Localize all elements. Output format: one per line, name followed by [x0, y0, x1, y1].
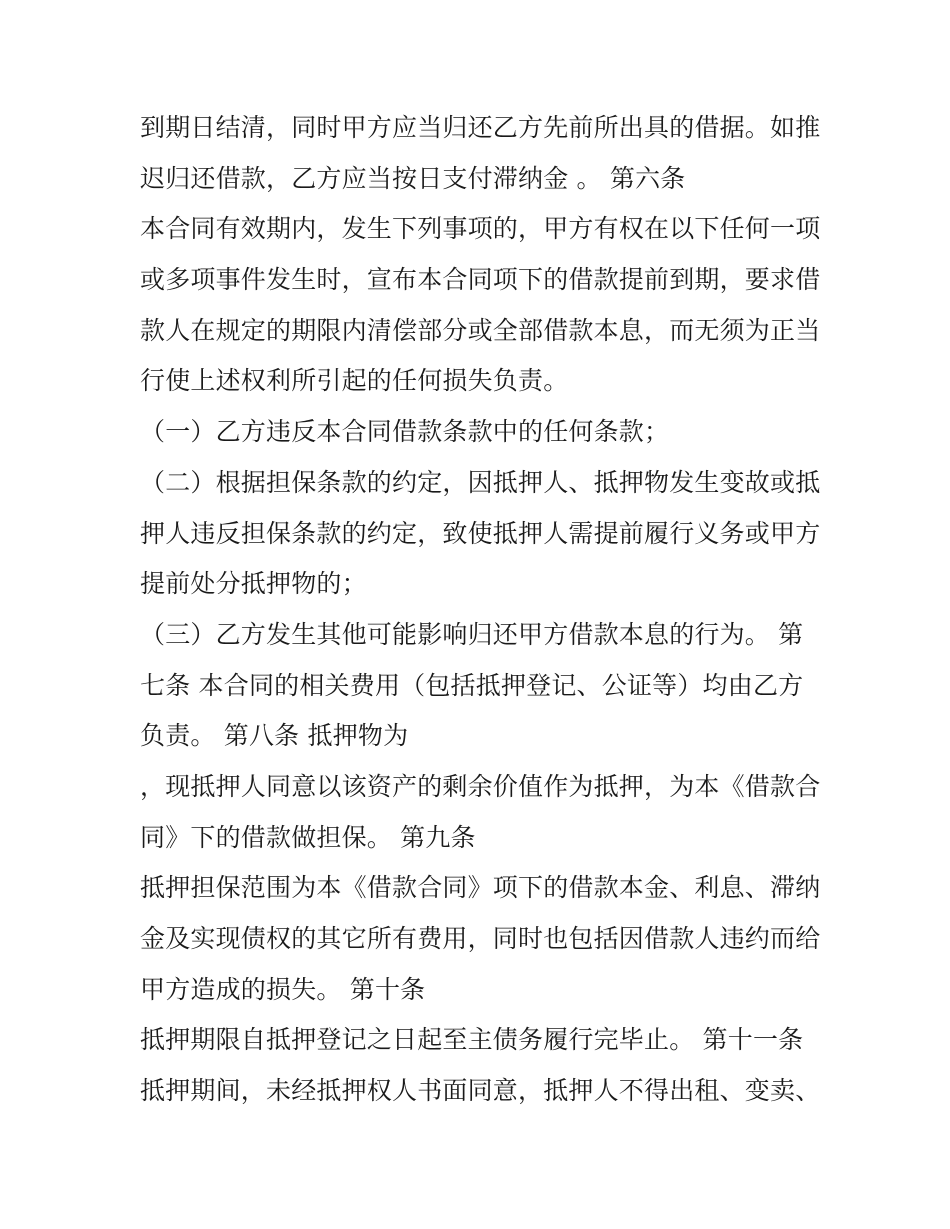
text-line-8: （二）根据担保条款的约定，因抵押人、抵押物发生变故或抵: [140, 467, 821, 497]
text-line-15: 同》下的借款做担保。 第九条: [140, 822, 476, 852]
text-line-11: （三）乙方发生其他可能影响归还甲方借款本息的行为。 第: [140, 619, 804, 649]
text-line-10: 提前处分抵押物的；: [140, 569, 367, 599]
text-line-17: 金及实现债权的其它所有费用，同时也包括因借款人违约而给: [140, 924, 821, 953]
text-line-14: ，现抵押人同意以该资产的剩余价值作为抵押，为本《借款合: [140, 771, 821, 801]
text-line-18: 甲方造成的损失。 第十条: [140, 974, 426, 1004]
text-line-1: 到期日结清，同时甲方应当归还乙方先前所出具的借据。如推: [140, 113, 821, 142]
text-line-6: 行使上述权利所引起的任何损失负责。: [140, 366, 569, 396]
text-line-12: 七条 本合同的相关费用（包括抵押登记、公证等）均由乙方: [140, 670, 804, 700]
text-line-2: 迟归还借款，乙方应当按日支付滞纳金 。 第六条: [140, 163, 686, 193]
text-line-4: 或多项事件发生时，宣布本合同项下的借款提前到期，要求借: [140, 265, 821, 295]
text-line-5: 款人在规定的期限内清偿部分或全部借款本息，而无须为正当: [140, 315, 821, 345]
text-line-16: 抵押担保范围为本《借款合同》项下的借款本金、利息、滞纳: [140, 873, 821, 903]
text-line-3: 本合同有效期内，发生下列事项的，甲方有权在以下任何一项: [140, 214, 821, 244]
text-line-13: 负责。 第八条 抵押物为: [140, 721, 409, 751]
text-line-20: 抵押期间，未经抵押权人书面同意，抵押人不得出租、变卖、: [140, 1076, 821, 1106]
text-line-7: （一）乙方违反本合同借款条款中的任何条款；: [140, 417, 670, 447]
text-line-19: 抵押期限自抵押登记之日起至主债务履行完毕止。 第十一条: [140, 1025, 804, 1055]
contract-body-text: [140, 103, 830, 1117]
text-line-9: 押人违反担保条款的约定，致使抵押人需提前履行义务或甲方: [140, 518, 821, 548]
